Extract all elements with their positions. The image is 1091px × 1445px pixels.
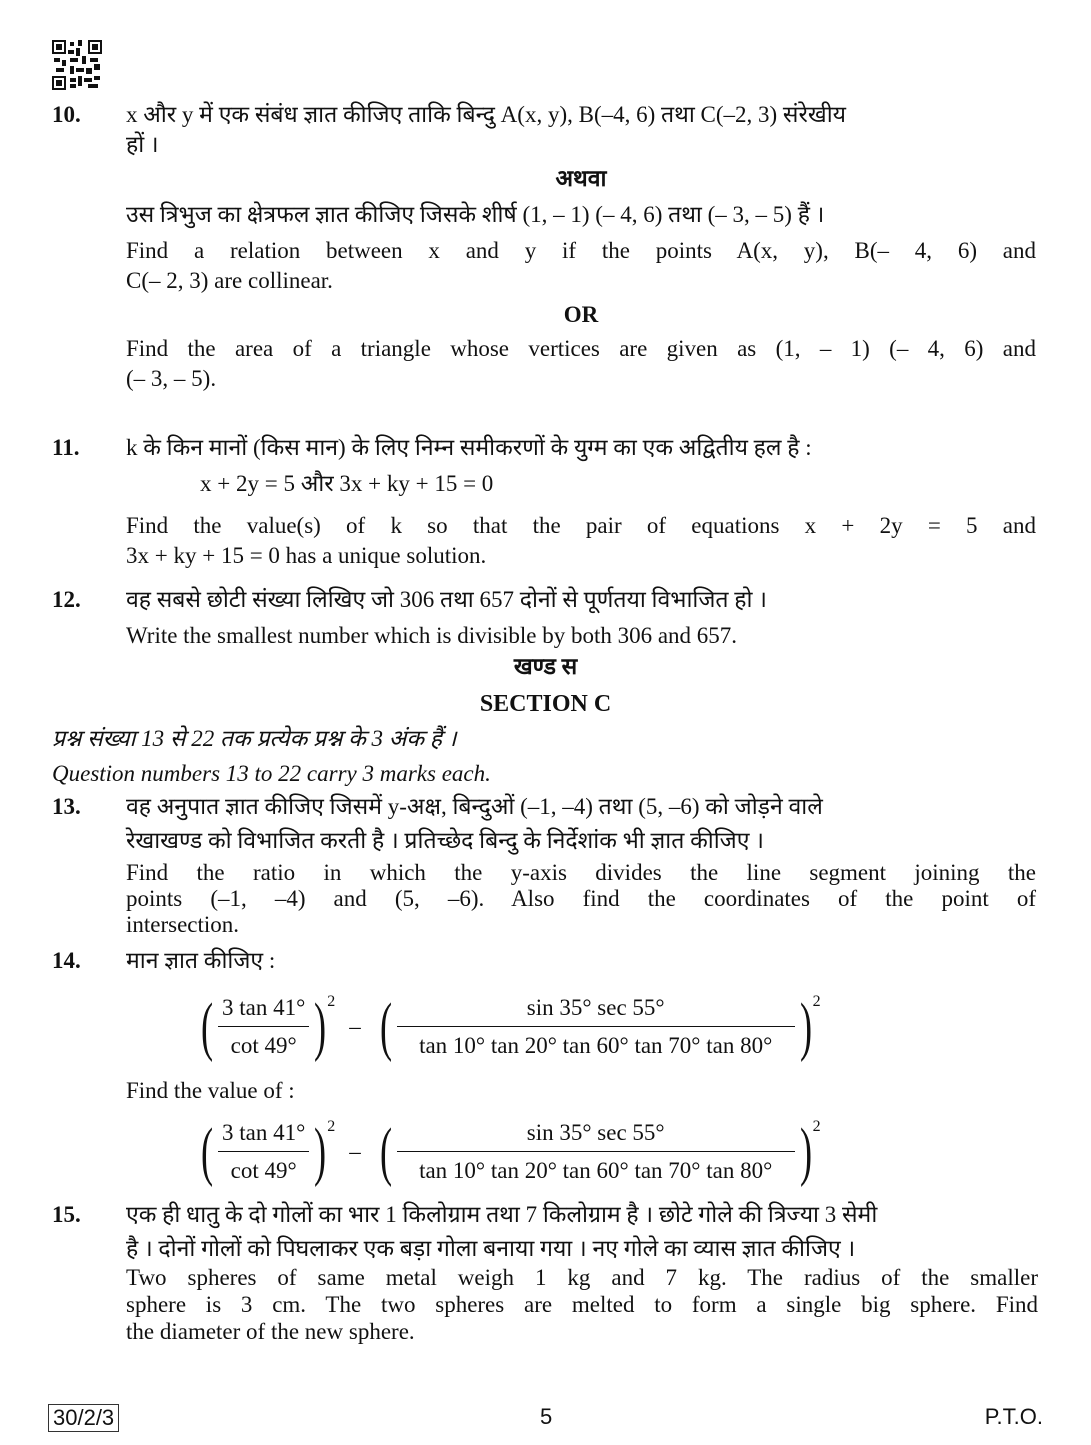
exponent: 2: [812, 993, 821, 1010]
english-text: Find the value of :: [126, 1078, 295, 1103]
numerator: sin 35° sec 55°: [397, 1118, 795, 1152]
right-paren: ): [799, 990, 812, 1063]
expression-hindi: [196, 990, 821, 1063]
left-paren: (: [379, 990, 392, 1063]
numerator: sin 35° sec 55°: [397, 993, 795, 1027]
page-number: 5: [540, 1404, 553, 1429]
section-title: SECTION C: [479, 691, 612, 717]
fraction-1: [218, 1118, 309, 1186]
exponent: 2: [327, 1118, 336, 1135]
left-paren: (: [200, 1115, 214, 1188]
english-text: Two spheres of same metal weigh 1 kg and 7 kg. The radius of the smaller: [126, 1265, 1038, 1290]
hindi-text: उस त्रिभुज का क्षेत्रफल ज्ञात कीजिए जिसके शीर्ष (1, – 1) (– 4, 6) तथा (– 3, – 5) हैं ।: [126, 202, 825, 227]
english-text: sphere is 3 cm. The two spheres are melted to form a single big sphere. Find: [126, 1292, 1038, 1317]
numerator: 3 tan 41°: [218, 1118, 309, 1152]
hindi-text: वह सबसे छोटी संख्या लिखिए जो 306 तथा 657 दोनों से पूर्णतया विभाजित हो ।: [126, 587, 767, 612]
hindi-text: x और y में एक संबंध ज्ञात कीजिए ताकि बिन्दु A(x, y), B(–4, 6) तथा C(–2, 3) संरेखीय: [126, 102, 846, 127]
hindi-text: मान ज्ञात कीजिए :: [126, 948, 276, 973]
english-text: the diameter of the new sphere.: [126, 1319, 415, 1344]
english-text: 3x + ky + 15 = 0 has a unique solution.: [126, 543, 487, 568]
expression-english: [196, 1115, 821, 1188]
numerator: 3 tan 41°: [218, 993, 309, 1027]
left-paren: (: [379, 1115, 392, 1188]
english-text: Write the smallest number which is divisible by both 306 and 657.: [126, 623, 738, 648]
english-text: Find the ratio in which the y-axis divides the line segment joining the: [126, 860, 1036, 885]
hindi-text: हों ।: [126, 132, 159, 157]
section-title-hindi: खण्ड स: [513, 654, 578, 679]
qr-code-icon: [52, 40, 102, 90]
denominator: cot 49°: [230, 1158, 297, 1183]
right-paren: ): [314, 990, 327, 1063]
question-number: 10.: [52, 102, 81, 127]
right-paren: ): [799, 1115, 812, 1188]
question-number: 15.: [52, 1202, 81, 1227]
question-number: 12.: [52, 587, 81, 612]
marks-note: Question numbers 13 to 22 carry 3 marks each.: [52, 761, 491, 786]
marks-note-hindi: प्रश्न संख्या 13 से 22 तक प्रत्येक प्रश्न के 3 अंक हैं ।: [52, 726, 457, 751]
or-label: OR: [563, 302, 599, 327]
english-text: Find the value(s) of k so that the pair of equations x + 2y = 5 and: [126, 513, 1036, 538]
right-paren: ): [314, 1115, 327, 1188]
english-text: (– 3, – 5).: [126, 366, 217, 391]
english-text: Find the area of a triangle whose vertices are given as (1, – 1) (– 4, 6) and: [126, 336, 1036, 361]
fraction-1: [218, 993, 309, 1061]
exponent: 2: [812, 1118, 821, 1135]
fraction-2: [397, 993, 795, 1061]
english-text: C(– 2, 3) are collinear.: [126, 268, 333, 293]
hindi-text: वह अनुपात ज्ञात कीजिए जिसमें y-अक्ष, बिन्दुओं (–1, –4) तथा (5, –6) को जोड़ने वाले: [126, 794, 823, 819]
minus-sign: –: [349, 1139, 361, 1164]
english-text: points (–1, –4) and (5, –6). Also find the coordinates of the point of: [126, 886, 1036, 911]
minus-sign: –: [349, 1014, 361, 1039]
english-text: Find a relation between x and y if the points A(x, y), B(– 4, 6) and: [126, 238, 1036, 263]
paper-code: 30/2/3: [48, 1404, 119, 1432]
denominator: tan 10° tan 20° tan 60° tan 70° tan 80°: [419, 1033, 773, 1058]
english-text: intersection.: [126, 912, 240, 937]
question-number: 13.: [52, 794, 81, 819]
question-number: 14.: [52, 948, 81, 973]
denominator: cot 49°: [230, 1033, 297, 1058]
hindi-text: है । दोनों गोलों को पिघलाकर एक बड़ा गोला बनाया गया । नए गोले का व्यास ज्ञात कीजिए ।: [126, 1236, 856, 1261]
please-turn-over: P.T.O.: [984, 1404, 1043, 1429]
hindi-text: एक ही धातु के दो गोलों का भार 1 किलोग्राम तथा 7 किलोग्राम है । छोटे गोले की त्रिज्या 3 सेमी: [126, 1202, 878, 1227]
question-number: 11.: [52, 435, 80, 460]
hindi-text: रेखाखण्ड को विभाजित करती है । प्रतिच्छेद बिन्दु के निर्देशांक भी ज्ञात कीजिए ।: [126, 828, 764, 853]
exponent: 2: [327, 993, 336, 1010]
or-label-hindi: अथवा: [555, 166, 607, 191]
hindi-text: k के किन मानों (किस मान) के लिए निम्न समीकरणों के युग्म का एक अद्वितीय हल है :: [126, 435, 812, 460]
denominator: tan 10° tan 20° tan 60° tan 70° tan 80°: [419, 1158, 773, 1183]
left-paren: (: [200, 990, 214, 1063]
equation: x + 2y = 5 और 3x + ky + 15 = 0: [200, 471, 494, 496]
fraction-2: [397, 1118, 795, 1186]
